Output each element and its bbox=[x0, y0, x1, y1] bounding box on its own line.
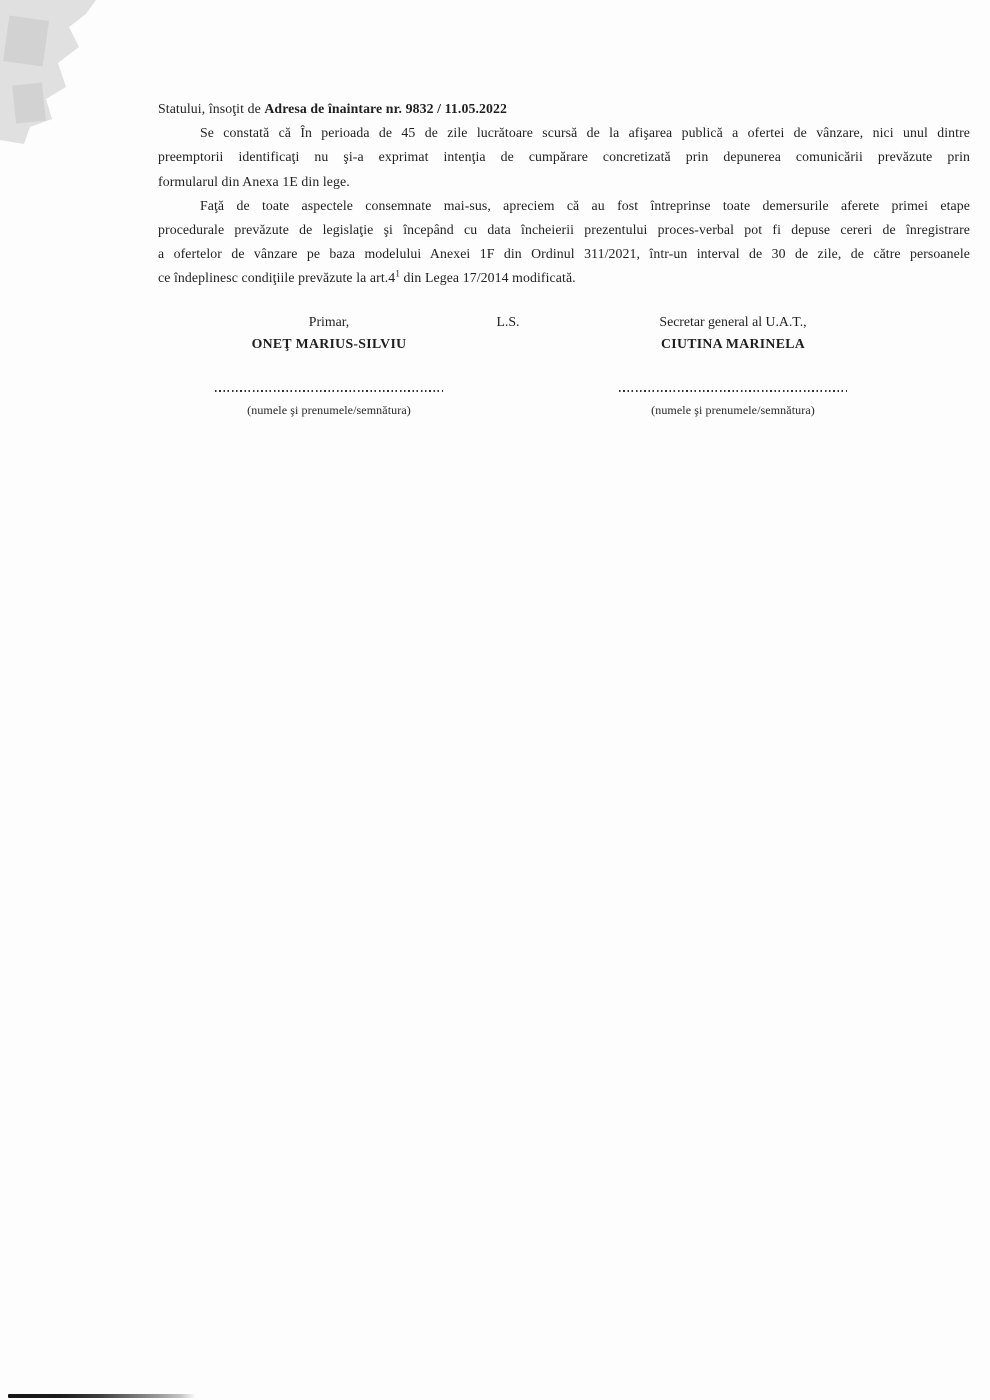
signature-right-dotted-line bbox=[619, 389, 847, 392]
paragraph2-line1: Faţă de toate aspectele consemnate mai-sus, apreciem că au fost întreprinse toate demersurile aferete primei etape bbox=[200, 197, 970, 213]
scan-corner-artifact bbox=[0, 0, 98, 144]
scan-corner-patch bbox=[12, 83, 46, 124]
signature-right-caption: (numele şi prenumele/semnătura) bbox=[651, 403, 815, 417]
signature-right-name: CIUTINA MARINELA bbox=[661, 336, 805, 351]
paragraph1-line1: Se constată că În perioada de 45 de zile lucrătoare scursă de la afişarea publică a ofertei de vânzare, nici unul dintre bbox=[200, 125, 970, 141]
paragraph2-line3: a ofertelor de vânzare pe baza modelului Anexei 1F din Ordinul 311/2021, într-un interval de 30 de zile, de către persoanele bbox=[158, 246, 970, 262]
paragraph2-line4-tail: din Legea 17/2014 modificată. bbox=[399, 270, 576, 286]
scan-bottom-edge-artifact bbox=[8, 1394, 196, 1398]
paragraph2-line4-text: ce îndeplinesc condiţiile prevăzute la art.4 bbox=[158, 270, 396, 286]
signature-left-column bbox=[215, 311, 443, 418]
paragraph2-line4 bbox=[158, 266, 970, 290]
signature-right-column bbox=[619, 311, 847, 418]
signature-left-dotted-line bbox=[215, 389, 443, 392]
paragraph-line-heading bbox=[158, 97, 970, 121]
paragraph1-line3: formularul din Anexa 1E din lege. bbox=[158, 173, 350, 189]
superscript-marker: 1 bbox=[395, 268, 400, 279]
heading-prefix: Statului, însoţit de bbox=[158, 101, 265, 116]
document-text-block bbox=[158, 97, 970, 291]
heading-emphasis: Adresa de înaintare nr. 9832 / 11.05.2022 bbox=[264, 101, 507, 116]
seal-placeholder-label: L.S. bbox=[496, 314, 520, 329]
signature-right-title: Secretar general al U.A.T., bbox=[659, 314, 807, 329]
paragraph2-line2: procedurale prevăzute de legislaţie şi începând cu data încheierii prezentului proces-verbal pot fi depuse cereri de înregistrare bbox=[158, 222, 970, 238]
paragraph1-line2: preemptorii identificaţi nu şi-a exprimat intenţia de cumpărare concretizată prin depunerea comunicării prevăzute prin bbox=[158, 149, 970, 165]
signature-left-title: Primar, bbox=[308, 314, 350, 329]
scan-corner-patch bbox=[3, 15, 49, 66]
signature-left-caption: (numele şi prenumele/semnătura) bbox=[247, 403, 411, 417]
signature-left-name: ONEŢ MARIUS-SILVIU bbox=[251, 336, 407, 351]
